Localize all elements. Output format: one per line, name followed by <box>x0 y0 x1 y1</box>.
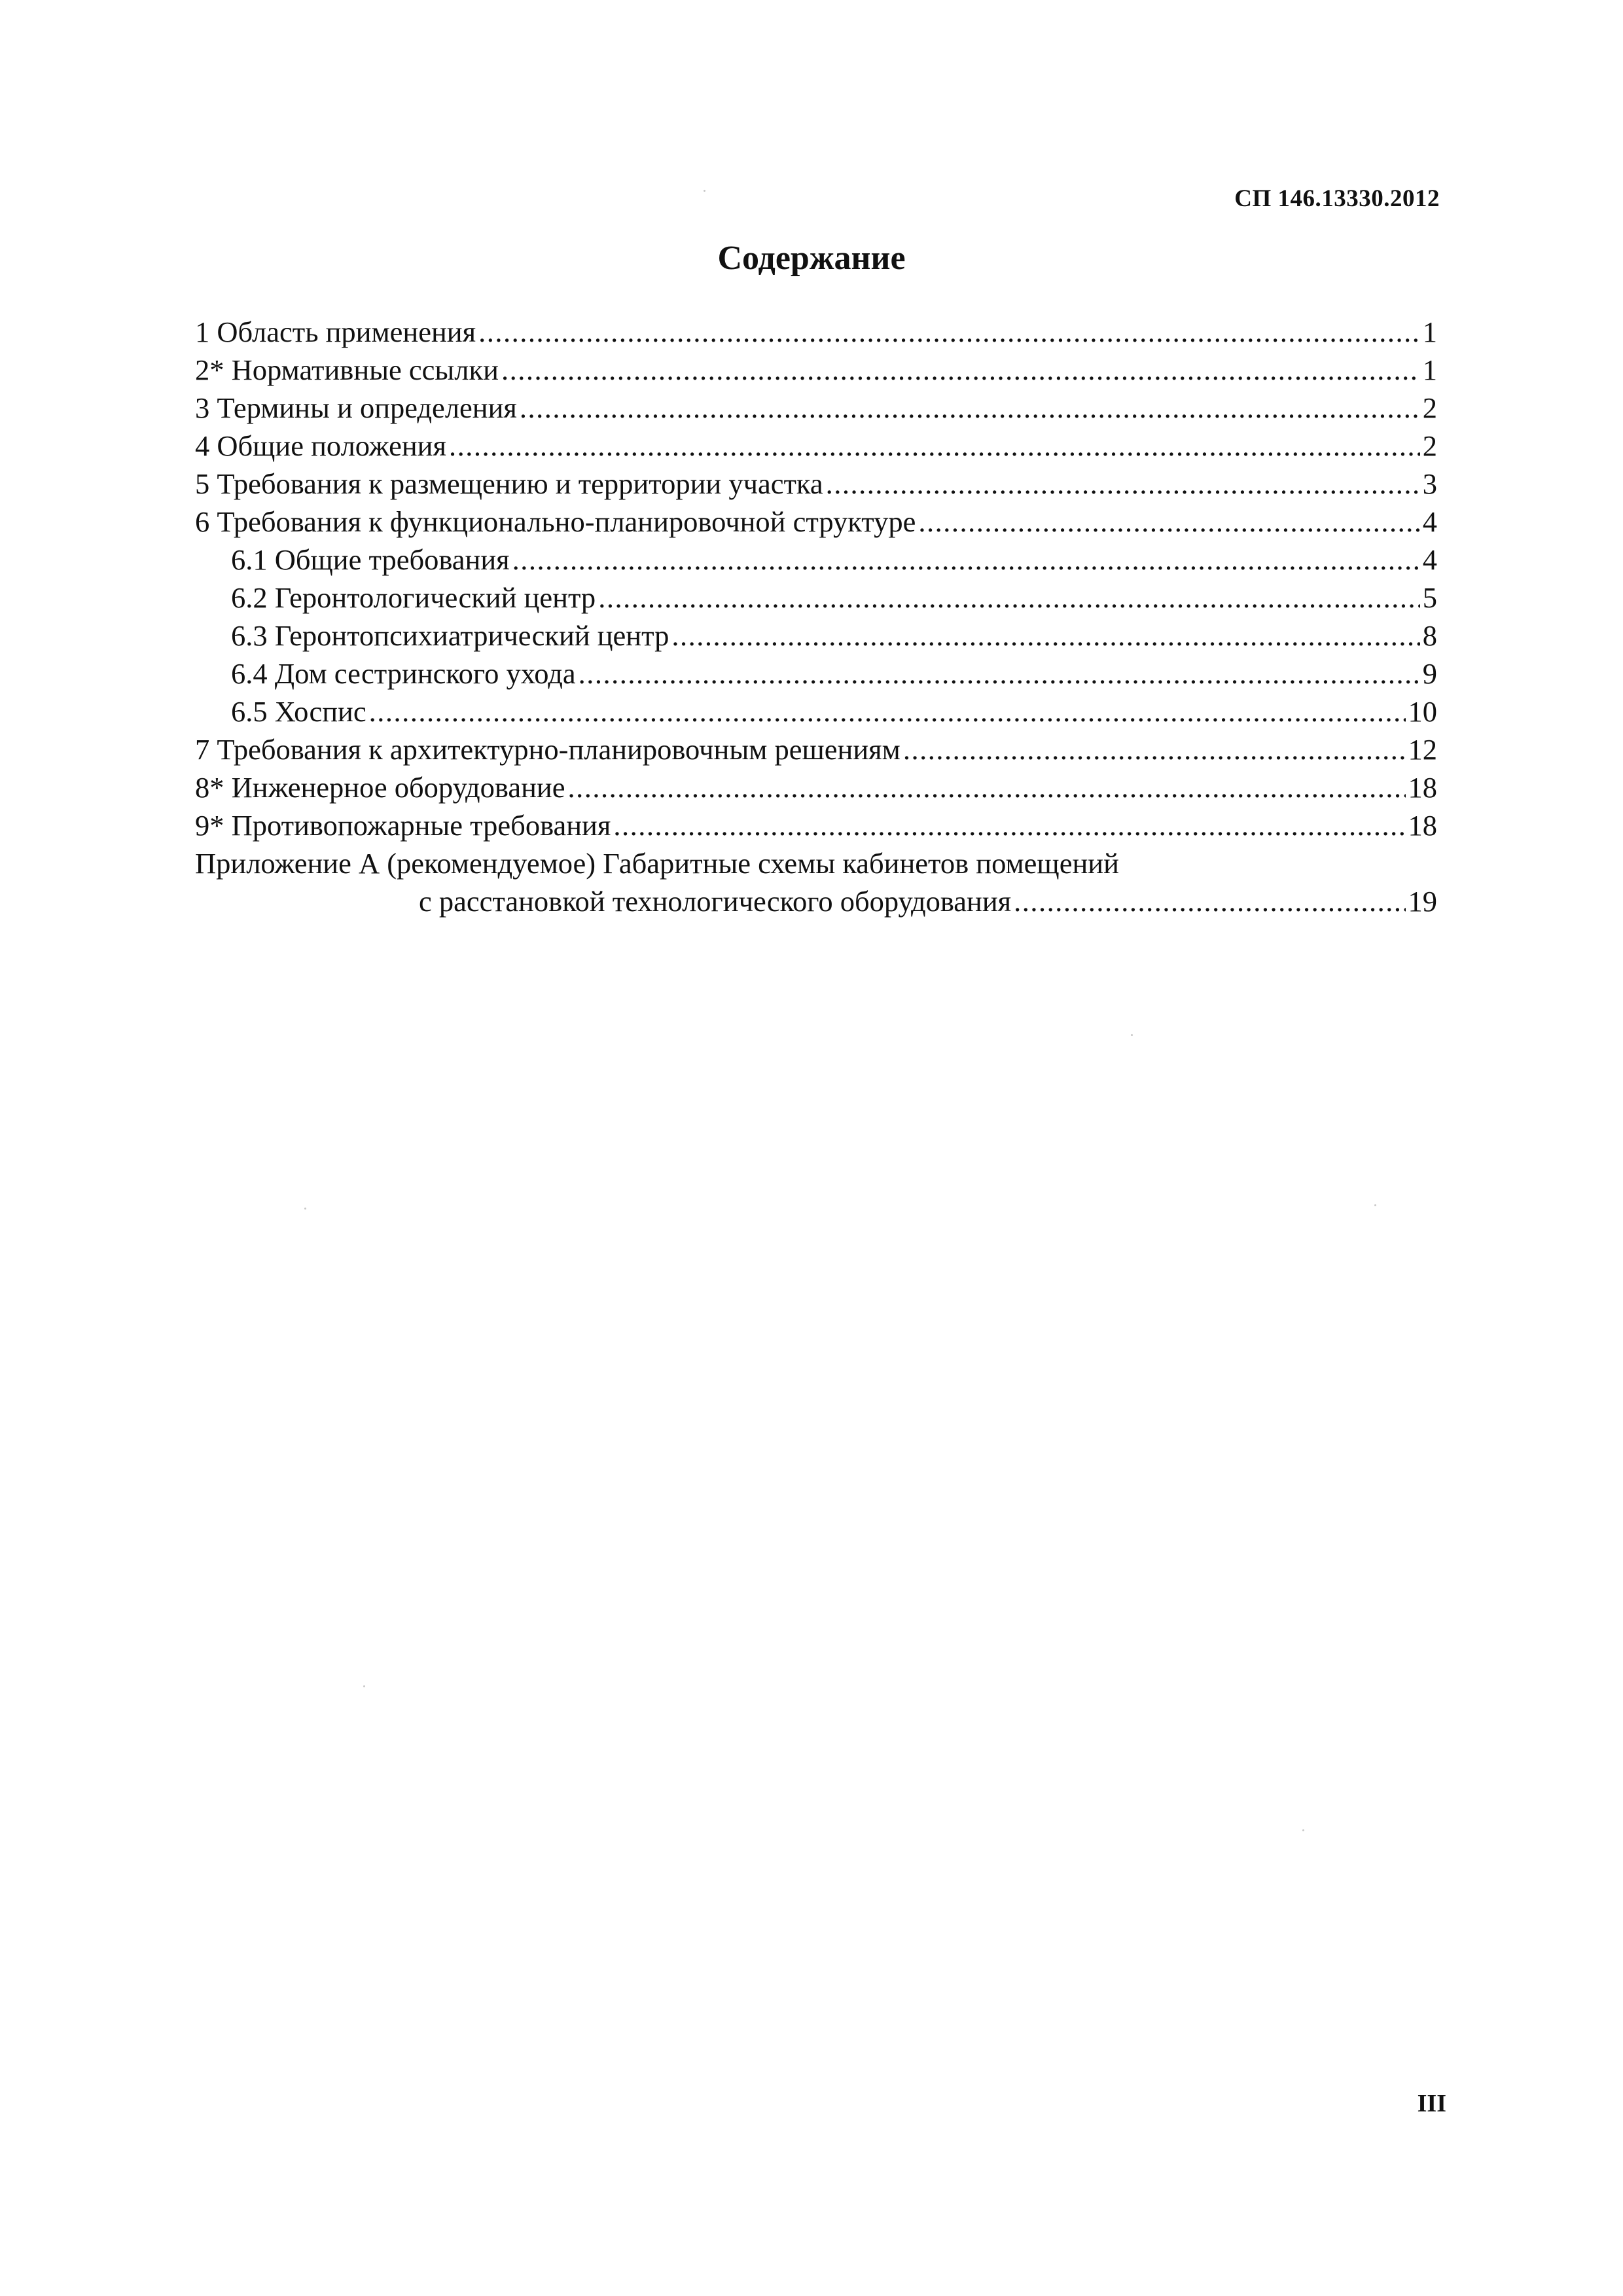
toc-subentry <box>195 579 1437 617</box>
toc-entry-page: 1 <box>1422 315 1437 348</box>
toc-entry-page: 18 <box>1408 771 1437 804</box>
toc-entry-page: 18 <box>1408 809 1437 842</box>
scan-speck <box>704 190 705 192</box>
dot-leader <box>671 617 1419 655</box>
toc-entry-text: 4 Общие положения <box>195 429 446 462</box>
toc-subentry <box>195 655 1437 692</box>
toc-entry-page: 2 <box>1422 429 1437 462</box>
toc-entry-text: 7 Требования к архитектурно-планировочным решениям <box>195 733 901 766</box>
toc-entry-text: 6.5 Хоспис <box>231 695 366 728</box>
dot-leader <box>579 655 1420 692</box>
dot-leader <box>449 427 1420 465</box>
table-of-contents <box>195 313 1437 920</box>
scan-speck <box>304 1208 306 1210</box>
dot-leader <box>826 465 1420 503</box>
toc-entry-page: 12 <box>1408 733 1437 766</box>
toc-entry-text: 6.1 Общие требования <box>231 543 510 576</box>
document-code: СП 146.13330.2012 <box>1234 185 1440 212</box>
toc-entry <box>195 389 1437 427</box>
toc-entry-page: 3 <box>1422 467 1437 500</box>
toc-entry-page: 1 <box>1422 353 1437 386</box>
dot-leader <box>512 541 1420 579</box>
toc-subentry <box>195 541 1437 579</box>
dot-leader <box>613 806 1405 844</box>
dot-leader <box>598 579 1420 617</box>
toc-entry-text: 6.2 Геронтологический центр <box>231 581 596 614</box>
toc-entry <box>195 768 1437 806</box>
scan-speck <box>363 1685 365 1687</box>
toc-title: Содержание <box>717 240 906 277</box>
toc-entry <box>195 730 1437 768</box>
toc-entry <box>195 427 1437 465</box>
scan-speck <box>1374 1204 1376 1206</box>
dot-leader <box>1014 882 1405 920</box>
toc-entry-text: с расстановкой технологического оборудования <box>419 885 1012 918</box>
toc-entry-text: 1 Область применения <box>195 315 476 348</box>
toc-entry-appendix <box>195 844 1437 882</box>
toc-entry-page: 19 <box>1408 885 1437 918</box>
dot-leader <box>520 389 1420 427</box>
dot-leader <box>568 768 1406 806</box>
page-number: III <box>1417 2090 1446 2117</box>
toc-entry-text: 2* Нормативные ссылки <box>195 353 499 386</box>
toc-entry-page: 5 <box>1422 581 1437 614</box>
dot-leader <box>903 730 1406 768</box>
dot-leader <box>501 351 1420 389</box>
toc-subentry <box>195 692 1437 730</box>
toc-entry-text: 6.3 Геронтопсихиатрический центр <box>231 619 669 652</box>
scan-speck <box>1302 1829 1304 1831</box>
toc-entry-text: 6 Требования к функционально-планировочной структуре <box>195 505 916 538</box>
dot-leader <box>478 313 1420 351</box>
dot-leader <box>369 692 1406 730</box>
toc-subentry <box>195 617 1437 655</box>
dot-leader <box>918 503 1419 541</box>
toc-entry-page: 2 <box>1422 391 1437 424</box>
toc-entry <box>195 313 1437 351</box>
toc-entry-page: 4 <box>1422 505 1437 538</box>
toc-entry-page: 9 <box>1422 657 1437 690</box>
toc-entry-text: 8* Инженерное оборудование <box>195 771 565 804</box>
toc-entry-page: 4 <box>1422 543 1437 576</box>
toc-entry-page: 10 <box>1408 695 1437 728</box>
toc-entry-appendix-continuation <box>195 882 1437 920</box>
toc-entry-text: Приложение А (рекомендуемое) Габаритные схемы кабинетов помещений <box>195 847 1119 880</box>
toc-entry <box>195 465 1437 503</box>
toc-entry-page: 8 <box>1422 619 1437 652</box>
toc-entry <box>195 351 1437 389</box>
toc-entry-text: 9* Противопожарные требования <box>195 809 611 842</box>
toc-entry-text: 5 Требования к размещению и территории участка <box>195 467 823 500</box>
toc-entry-text: 6.4 Дом сестринского ухода <box>231 657 576 690</box>
toc-entry <box>195 806 1437 844</box>
scan-speck <box>1131 1034 1133 1036</box>
toc-entry-text: 3 Термины и определения <box>195 391 517 424</box>
toc-entry <box>195 503 1437 541</box>
